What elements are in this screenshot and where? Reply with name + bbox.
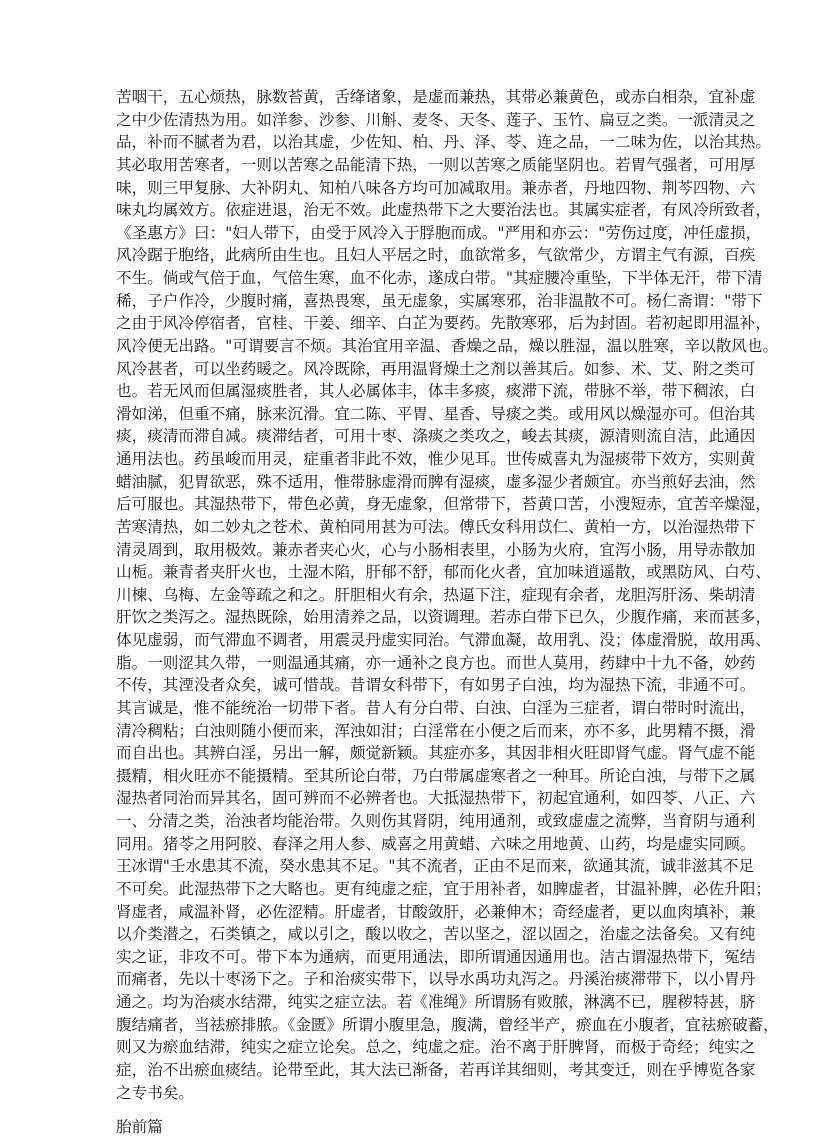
paragraph-line: 湿热者同治而异其名，固可辨而不必辨者也。大抵湿热带下，初起宜通利，如四苓、八正、六 (116, 789, 756, 808)
paragraph-line: 川楝、乌梅、左金等疏之和之。肝胆相火有余，热逼下注，症现有余者，龙胆泻肝汤、柴胡清 (116, 585, 756, 604)
paragraph-line: 风冷便无出路。"可谓要言不烦。其治宜用辛温、香燥之品，燥以胜湿，温以胜寒，辛以散风也。 (116, 336, 779, 355)
paragraph-line: 稀，子户作冷，少腹时痛，喜热畏寒，虽无虚象，实属寒邪，治非温散不可。杨仁斋谓："带下 (116, 291, 763, 310)
paragraph-line: 山栀。兼青者夹肝火也，土湿木陷，肝郁不舒，郁而化火者，宜加味逍遥散，或黑防风、白芍、 (116, 563, 771, 582)
paragraph-line: 通用法也。药虽峻而用灵，症重者非此不效，惟少见耳。世传威喜丸为湿痰带下效方，实则黄 (116, 450, 756, 468)
document-page (116, 86, 779, 1139)
paragraph-line: 不生。倘或气倍于血，气倍生寒，血不化赤，遂成白带。"其症腰冷重坠，下半体无汗，带下清 (116, 269, 763, 287)
paragraph-line: 品，补而不腻者为君，以治其虚，少佐知、柏、丹、泽、苓、连之品，一二味为佐，以治其热。 (116, 133, 771, 152)
body-paragraph (116, 86, 779, 1104)
paragraph-line: 实之证，非攻不可。带下本为通病，而更用通法，即所谓通因通用也。洁古谓湿热带下，冤结 (116, 947, 756, 966)
paragraph-line: 之中少佐清热为用。如洋参、沙参、川斛、麦冬、天冬、莲子、玉竹、扁豆之类。一派清灵之 (116, 110, 756, 129)
paragraph-line: 不传，其湮没者众矣，诚可惜哉。昔谓女科带下，有如男子白浊，均为湿热下流，非通不可。 (116, 676, 756, 695)
paragraph-line: 之专书矣。 (116, 1083, 194, 1102)
paragraph-line: 摄精，相火旺亦不能摄精。至其所论白带，乃白带属虚寒者之一种耳。所论白浊，与带下之属 (116, 766, 756, 785)
paragraph-line: 苦寒清热，如二妙丸之苍术、黄柏同用甚为可法。傅氏女科用苡仁、黄柏一方，以治湿热带下 (116, 517, 756, 536)
paragraph-line: 肾虚者，咸温补肾，必佐涩精。肝虚者，甘酸敛肝，必兼伸木；奇经虚者，更以血肉填补，兼 (116, 902, 756, 921)
paragraph-line: 后可服也。其湿热带下，带色必黄，身无虚象，但常带下，苔黄口苦，小溲短赤，宜苦辛燥湿， (116, 495, 771, 514)
paragraph-line: 风冷踞于胞络，此病所由生也。且妇人平居之时，血欲常多，气欲常少，方谓主气有源，百疾 (116, 246, 756, 265)
paragraph-line: 风冷甚者，可以坐药暖之。风冷既除，再用温肾燥土之剂以善其后。如参、术、艾、附之类可 (116, 359, 756, 378)
paragraph-line: 清冷稠粘；白浊则随小便而来，浑浊如泔；白淫常在小便之后而来，亦不多，此男精不摄，滑 (116, 721, 756, 740)
paragraph-line: 滑如涕，但重不痛，脉来沉滑。宜二陈、平胃、星香、导痰之类。或用风以燥湿亦可。但治其 (116, 404, 756, 423)
paragraph-line: 则又为瘀血结滞，纯实之症立论矣。总之，纯虚之症。治不离于肝脾肾，而极于奇经；纯实之 (116, 1038, 756, 1057)
paragraph-line: 肝饮之类泻之。湿热既除，始用清养之品，以资调理。若赤白带下已久，少腹作痛，来而甚多， (116, 608, 771, 627)
paragraph-line: 蜡油腻，犯胃欲恶，殊不适用，惟带脉虚滑而脾有湿痰，虚多湿少者颇宜。亦当煎好去油，然 (116, 472, 756, 491)
paragraph-line: 清灵周到，取用极效。兼赤者夹心火，心与小肠相表里，小肠为火府，宜泻小肠，用导赤散加 (116, 540, 756, 559)
paragraph-line: 苦咽干，五心烦热，脉数苔黄，舌绛诸象，是虚而兼热，其带必兼黄色，或赤白相杂，宜补虚 (116, 88, 756, 106)
paragraph-line: 同用。猪苓之用阿胶、春泽之用人参、威喜之用黄蜡、六味之用地黄、山药，均是虚实同顾。 (116, 834, 756, 853)
section-heading: 胎前篇 (116, 1118, 163, 1137)
paragraph-line: 味，则三甲复脉、大补阴丸、知柏八味各方均可加减取用。兼赤者，丹地四物、荆芩四物、六 (116, 178, 756, 197)
paragraph-gap (116, 1104, 706, 1116)
paragraph-line: 脂。一则涩其久带，一则温通其痛，亦一通补之良方也。而世人莫用，药肆中十九不备，妙药 (116, 653, 756, 672)
paragraph-line: 其必取用苦寒者，一则以苦寒之品能清下热，一则以苦寒之质能坚阴也。若胃气强者，可用厚 (116, 155, 756, 174)
paragraph-line: 其言诚是，惟不能统治一切带下者。昔人有分白带、白浊、白淫为三症者，谓白带时时流出， (116, 698, 756, 717)
paragraph-line: 而痛者，先以十枣汤下之。子和治痰实带下，以导水禹功丸泻之。丹溪治痰滞带下，以小胃丹 (116, 970, 756, 989)
paragraph-line: 痰，痰清而滞自减。痰滞结者，可用十枣、涤痰之类攻之，峻去其痰，源清则流自洁，此通因 (116, 427, 756, 446)
paragraph-line: 体见虚弱，而气滞血不调者，用震灵丹虚实同治。气滞血凝，故用乳、没；体虚滑脱，故用禹、 (116, 631, 771, 649)
paragraph-line: 通之。均为治痰水结滞，纯实之症立法。若《准绳》所谓肠有败脓，淋漓不已，腥秽特甚，脐 (116, 993, 756, 1011)
paragraph-line: 之由于风冷停宿者，官桂、干姜、细辛、白芷为要药。先散寒邪，后为封固。若初起即用温补， (116, 314, 771, 333)
paragraph-line: 不可矣。此湿热带下之大略也。更有纯虚之症，宜于用补者，如脾虚者，甘温补脾，必佐升阳； (116, 879, 771, 898)
paragraph-line: 腹结痛者，当祛瘀排脓。《金匮》所谓小腹里急，腹满，曾经半产，瘀血在小腹者，宜祛瘀破蓄， (116, 1015, 779, 1034)
paragraph-line: 《圣惠方》曰："妇人带下，由受于风冷入于脬胞而成。"严用和亦云："劳伤过度，冲任虚损， (116, 223, 762, 242)
paragraph-line: 王冰谓"壬水患其不流，癸水患其不足。"其不流者，正由不足而来，欲通其流，诚非滋其不足 (116, 857, 755, 876)
paragraph-line: 一、分清之类，治浊者均能治带。久则伤其肾阴，纯用通剂，或致虚虚之流弊，当育阴与通利 (116, 812, 756, 830)
paragraph-line: 以介类潜之，石类镇之，咸以引之，酸以收之，苦以坚之，涩以固之，治虚之法备矣。又有纯 (116, 925, 756, 944)
paragraph-line: 症，治不出瘀血痰结。论带至此，其大法已渐备，若再详其细则，考其变迁，则在乎博览各家 (116, 1060, 756, 1079)
paragraph-line: 而自出也。其辨白淫，另出一解，颇觉新颖。其症亦多，其因非相火旺即肾气虚。肾气虚不能 (116, 744, 756, 763)
paragraph-line: 也。若无风而但属湿痰胜者，其人必属体丰，体丰多痰，痰滞下流，带脉不举，带下稠浓，白 (116, 382, 756, 401)
paragraph-line: 味丸均属效方。依症进退，治无不效。此虚热带下之大要治法也。其属实症者，有风冷所致者， (116, 201, 771, 220)
